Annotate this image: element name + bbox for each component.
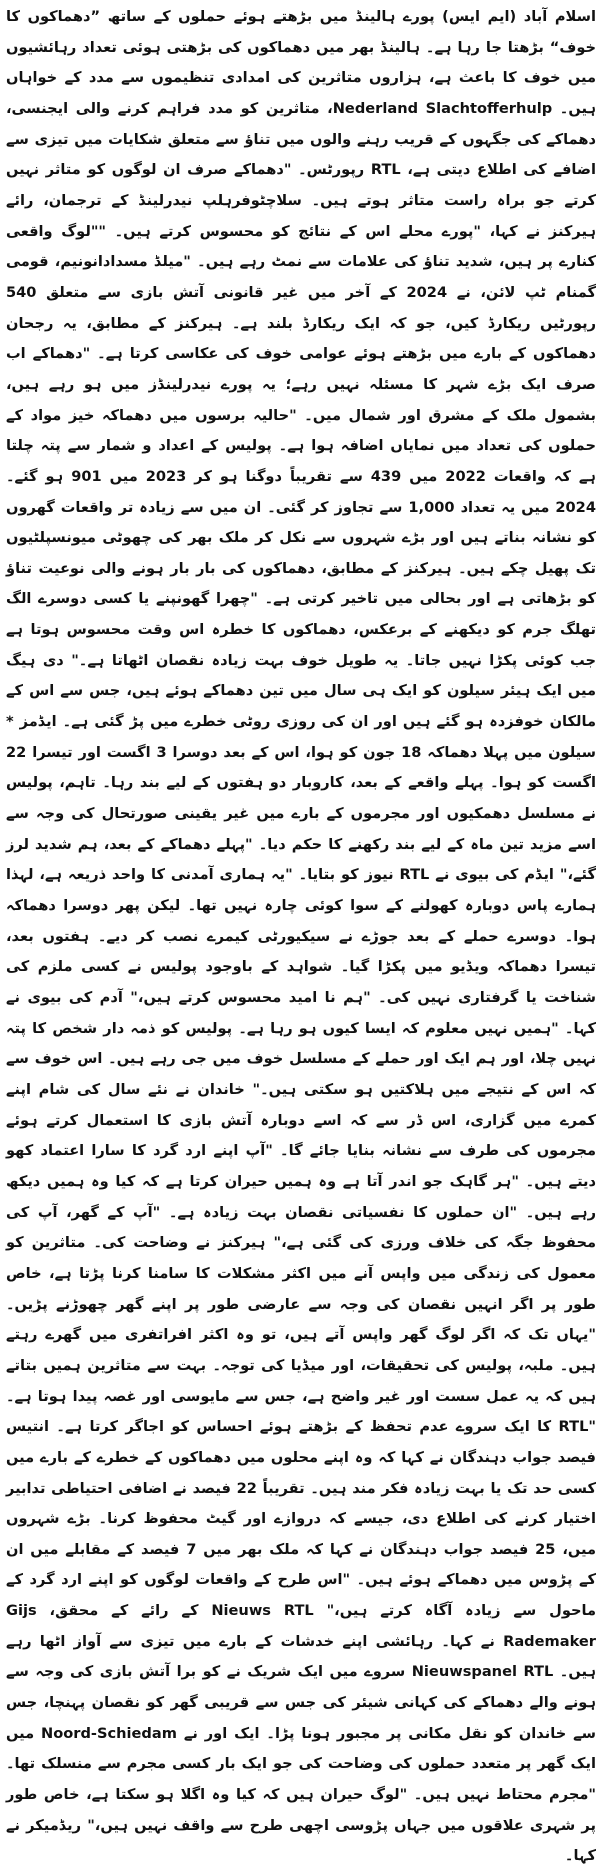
article-text: اسلام آباد (ایم ایس) پورے ہالینڈ میں بڑھتے ہوئے حملوں کے ساتھ ”دھماکوں کا خوف“ بڑھتا جا رہا ہے۔ ہالینڈ بھر میں دھماکوں کی بڑھتی ہوئی تعداد رہائشیوں میں خوف کا باعث ہے، ہزاروں متاثرین کی امدادی تنظیموں سے مدد کے خواہاں ہیں۔ Nederland Slachtofferhulp، متاثرین کو مدد فراہم کرنے والی ایجنسی، دھماکے کی جگہوں کے قریب رہنے والوں میں تناؤ سے متعلق شکایات میں تیزی سے اضافے کی اطلاع دیتی ہے، RTL رپورٹس۔ "دھماکے صرف ان لوگوں کو متاثر نہیں کرتے جو براہ راست متاثر ہوتے ہیں۔ سلاچٹوفرہلپ نیدرلینڈ کے ترجمان، رائے ہیرکنز نے کہا، "پورے محلے اس کے نتائج کو محسوس کرتے ہیں۔ ""لوگ واقعی کنارے پر ہیں، شدید تناؤ کی علامات سے نمٹ رہے ہیں۔ "میلڈ مسدادانونیم، قومی گمنام ٹپ لائن، نے 2024 کے آخر میں غیر قانونی آتش بازی سے متعلق 540 رپورٹیں ریکارڈ کیں، جو کہ ایک ریکارڈ بلند ہے۔ ہیرکنز کے مطابق، یہ رجحان دھماکوں کے بارے میں بڑھتے ہوئے عوامی خوف کی عکاسی کرتا ہے۔ "دھماکے اب صرف ایک بڑے شہر کا مسئلہ نہیں رہے؛ یہ پورے نیدرلینڈز میں ہو رہے ہیں، بشمول ملک کے مشرق اور شمال میں۔ "حالیہ برسوں میں دھماکہ خیز مواد کے حملوں کی تعداد میں نمایاں اضافہ ہوا ہے۔ پولیس کے اعداد و شمار سے پتہ چلتا ہے کہ واقعات 2022 میں 439 سے تقریباً دوگنا ہو کر 2023 میں 901 ہو گئے۔ 2024 میں یہ تعداد 1,000 سے تجاوز کر گئی۔ ان میں سے زیادہ تر واقعات گھروں کو نشانہ بناتے ہیں اور بڑے شہروں سے نکل کر ملک بھر کی چھوٹی میونسپلٹیوں تک پھیل چکے ہیں۔ ہیرکنز کے مطابق، دھماکوں کی بار بار ہونے والی نوعیت تناؤ کو بڑھاتی ہے اور بحالی میں تاخیر کرتی ہے۔ "چھرا گھونپنے یا کسی دوسرے الگ تھلگ جرم کو دیکھنے کے برعکس، دھماکوں کا خطرہ اس وقت محسوس ہوتا ہے جب کوئی پکڑا نہیں جاتا۔ یہ طویل خوف بہت زیادہ نقصان اٹھاتا ہے۔" دی ہیگ میں ایک ہیئر سیلون کو ایک ہی سال میں تین دھماکے ہوئے ہیں، جس سے اس کے مالکان خوفزدہ ہو گئے ہیں اور ان کی روزی روٹی خطرے میں پڑ گئی ہے۔ ایڈمز * سیلون میں پہلا دھماکہ 18 جون کو ہوا، اس کے بعد دوسرا 3 اگست اور تیسرا 22 اگست کو ہوا۔ پہلے واقعے کے بعد، کاروبار دو ہفتوں کے لیے بند رہا۔ تاہم، پولیس نے مسلسل دھمکیوں اور مجرموں کے بارے میں غیر یقینی صورتحال کی وجہ سے اسے مزید تین ماہ کے لیے بند رکھنے کا حکم دیا۔ "پہلے دھماکے کے بعد، ہم شدید لرز گئے،" ایڈم کی بیوی نے RTL نیوز کو بتایا۔ "یہ ہماری آمدنی کا واحد ذریعہ ہے، لہذا ہمارے پاس دوبارہ کھولنے کے سوا کوئی چارہ نہیں تھا۔ لیکن پھر دوسرا دھماکہ ہوا۔ دوسرے حملے کے بعد جوڑے نے سیکیورٹی کیمرے نصب کر دیے۔ ہفتوں بعد، تیسرا دھماکہ ویڈیو میں پکڑا گیا۔ شواہد کے باوجود پولیس نے کسی ملزم کی شناخت یا گرفتاری نہیں کی۔ "ہم نا امید محسوس کرتے ہیں،" آدم کی بیوی نے کہا۔ "ہمیں نہیں معلوم کہ ایسا کیوں ہو رہا ہے۔ پولیس کو ذمہ دار شخص کا پتہ نہیں چلا، اور ہم ایک اور حملے کے مسلسل خوف میں جی رہے ہیں۔ اس خوف سے کہ اس کے نتیجے میں ہلاکتیں ہو سکتی ہیں۔" خاندان نے نئے سال کی شام اپنے کمرے میں گزاری، اس ڈر سے کہ اسے دوبارہ آتش بازی کا استعمال کرتے ہوئے مجرموں کی طرف سے نشانہ بنایا جائے گا۔ "آپ اپنے ارد گرد کا سارا اعتماد کھو دیتے ہیں۔ "ہر گاہک جو اندر آتا ہے وہ ہمیں حیران کرتا ہے کہ کیا وہ ہمیں دیکھ رہے ہیں۔ "ان حملوں کا نفسیاتی نقصان بہت زیادہ ہے۔ "آپ کے گھر، آپ کی محفوظ جگہ کی خلاف ورزی کی گئی ہے،" ہیرکنز نے وضاحت کی۔ متاثرین کو معمول کی زندگی میں واپس آنے میں اکثر مشکلات کا سامنا کرنا پڑتا ہے، خاص طور پر اگر انہیں نقصان کی وجہ سے عارضی طور پر اپنے گھر چھوڑنے پڑیں۔ "یہاں تک کہ اگر لوگ گھر واپس آتے ہیں، تو وہ اکثر افراتفری میں گھرے رہتے ہیں۔ ملبہ، پولیس کی تحقیقات، اور میڈیا کی توجہ۔ بہت سے متاثرین ہمیں بتاتے ہیں کہ یہ عمل سست اور غیر واضح ہے، جس سے مایوسی اور غصہ پیدا ہوتا ہے۔ "RTL کا ایک سروے عدم تحفظ کے بڑھتے ہوئے احساس کو اجاگر کرتا ہے۔ انتیس فیصد جواب دہندگان نے کہا کہ وہ اپنے محلوں میں دھماکوں کے خطرے کے بارے میں کسی حد تک یا بہت زیادہ فکر مند ہیں۔ تقریباً 22 فیصد نے اضافی احتیاطی تدابیر اختیار کرنے کی اطلاع دی، جیسے کہ دروازے اور گیٹ محفوظ کرنا۔ بڑے شہروں میں، 25 فیصد جواب دہندگان نے کہا کہ ملک بھر میں 7 فیصد کے مقابلے میں ان کے پڑوس میں دھماکے ہوئے ہیں۔ "اس طرح کے واقعات لوگوں کو اپنے ارد گرد کے ماحول سے زیادہ آگاہ کرتے ہیں،" Nieuws RTL کے رائے کے محقق، Gijs Rademaker نے کہا۔ رہائشی اپنے خدشات کے بارے میں تیزی سے آواز اٹھا رہے ہیں۔ Nieuwspanel RTL سروے میں ایک شریک نے کو برا آتش بازی کی وجہ سے ہونے والے دھماکے کی کہانی شیئر کی جس سے قریبی گھر کو نقصان پہنچا، جس سے خاندان کو نقل مکانی پر مجبور ہونا پڑا۔ ایک اور نے Noord-Schiedam میں ایک گھر پر متعدد حملوں کی وضاحت کی جو ایک بار کسی مجرم سے منسلک تھا۔ "مجرم محتاط نہیں ہیں۔ "لوگ حیران ہیں کہ کیا وہ اگلا ہو سکتا ہے، خاص طور پر شہری علاقوں میں جہاں پڑوسی اچھی طرح سے واقف نہیں ہیں،" ریڈمیکر نے کہا۔ (6, 8, 597, 1865)
